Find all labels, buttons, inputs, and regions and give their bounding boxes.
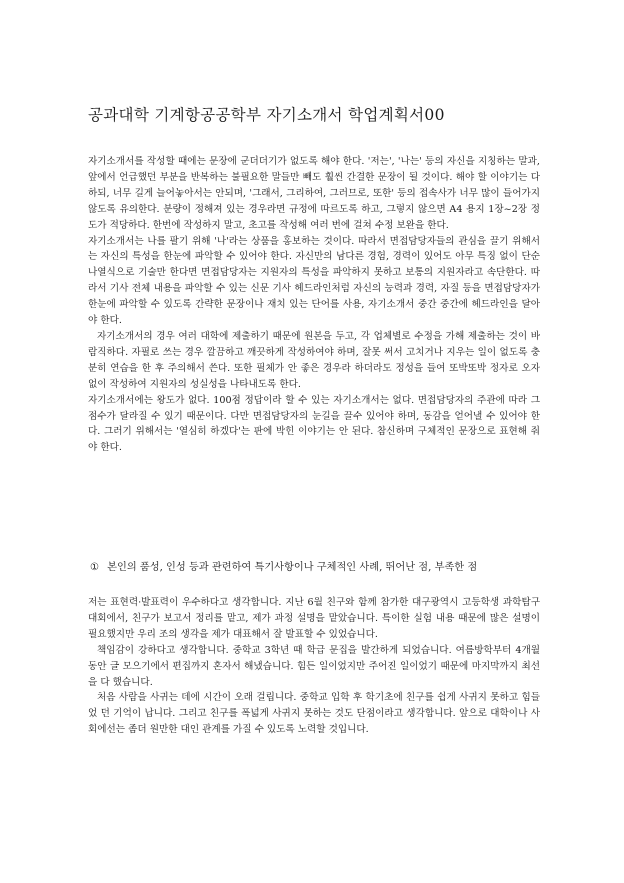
intro-paragraph: 자기소개서는 나를 팔기 위해 '나'라는 상품을 홍보하는 것이다. 따라서 면접담당자들의 관심을 끌기 위해서는 자신의 특성을 한눈에 파악할 수 있어야 한다. 자신만의 남다른 경험, 경력이 있어도 아무 특징 없이 단순 나열식으로 기술만 한다면 면접담당자는 지원자의 특성을 파악하지 못하고 보통의 지원자라고 속단한다. 따라서 기사 전체 내용을 파악할 수 있는 신문 기사 헤드라인처럼 자신의 능력과 경력, 자질 등을 면접담당자가 한눈에 파악할 수 있도록 간략한 문장이나 재치 있는 단어를 사용, 자기소개서 중간 중간에 헤드라인을 달아야 한다. (88, 235, 540, 327)
answer-section (88, 595, 540, 738)
section-heading-text: 본인의 품성, 인성 등과 관련하여 특기사항이나 구체적인 사례, 뛰어난 점, 부족한 점 (107, 562, 478, 573)
intro-paragraph: 자기소개서를 작성할 때에는 문장에 군더더기가 없도록 해야 한다. '저는', '나는' 등의 자신을 지칭하는 말과, 앞에서 언급했던 부분을 반복하는 불필요한 말들만 빼도 훨씬 간결한 문장이 될 것이다. 해야 할 이야기는 다 하되, 너무 길게 늘어놓아서는 안되며, '그래서, 그리하여, 그러므로, 또한' 등의 접속사가 너무 많이 들어가지 않도록 유의한다. 분량이 정해져 있는 경우라면 규정에 따르도록 하고, 그렇지 않으면 A4 용지 1장~2장 정도가 적당하다. 한번에 작성하지 말고, 초고를 작성해 여러 번에 걸쳐 수정 보완을 한다. (88, 156, 540, 231)
answer-paragraph: 처음 사람을 사귀는 데에 시간이 오래 걸립니다. 중학교 입학 후 학기초에 친구를 쉽게 사귀지 못하고 힘들었 던 기억이 납니다. 그리고 친구를 폭넓게 사귀지 못하는 것도 단점이라고 생각합니다. 앞으로 대학이나 사회에선는 좀더 원만한 대인 관계를 가질 수 있도록 노력할 것입니다. (88, 692, 540, 736)
intro-section (88, 154, 540, 456)
intro-paragraph: 자기소개서의 경우 여러 대학에 제출하기 때문에 원본을 두고, 각 업체별로 수정을 가해 제출하는 것이 바람직하다. 자필로 쓰는 경우 깔끔하고 깨끗하게 작성하여야 하며, 잘못 써서 고치거나 지우는 일이 없도록 충분히 연습을 한 후 주의해서 쓴다. 또한 필체가 안 좋은 경우라 하더라도 정성을 들여 또박또박 정자로 오자 없이 작성하여 지원자의 성실성을 나타내도록 한다. (88, 330, 540, 390)
document-title: 공과대학 기계항공공학부 자기소개서 학업계획서00 (88, 106, 445, 124)
answer-paragraph: 저는 표현력·발표력이 우수하다고 생각합니다. 지난 6월 친구와 함께 참가한 대구광역시 고등학생 과학탐구 대회에서, 친구가 보고서 정리를 맡고, 제가 과정 설명을 맡았습니다. 특이한 실험 내용 때문에 많은 설명이 필요했지만 우리 조의 생각을 제가 대표해서 잘 발표할 수 있었습니다. (88, 597, 540, 640)
section-number: ① (90, 562, 100, 573)
answer-paragraph: 책임감이 강하다고 생각합니다. 중학교 3학년 때 학급 문집을 발간하게 되었습니다. 여름방학부터 4개월 동안 글 모으기에서 편집까지 혼자서 해냈습니다. 힘든 일이었지만 주어진 일이었기 때문에 마지막까지 최선을 다 했습니다. (88, 644, 540, 688)
section-heading (90, 558, 477, 573)
intro-paragraph: 자기소개서에는 왕도가 없다. 100점 정답이라 할 수 있는 자기소개서는 없다. 면접담당자의 주관에 따라 그 점수가 달라질 수 있기 때문이다. 다만 면접담당자의 눈길을 끌수 있어야 하며, 동감을 얻어낼 수 있어야 한다. 그러기 위해서는 '열심히 하겠다'는 판에 박힌 이야기는 안 된다. 참신하며 구체적인 문장으로 표현해 줘야 한다. (88, 394, 540, 454)
